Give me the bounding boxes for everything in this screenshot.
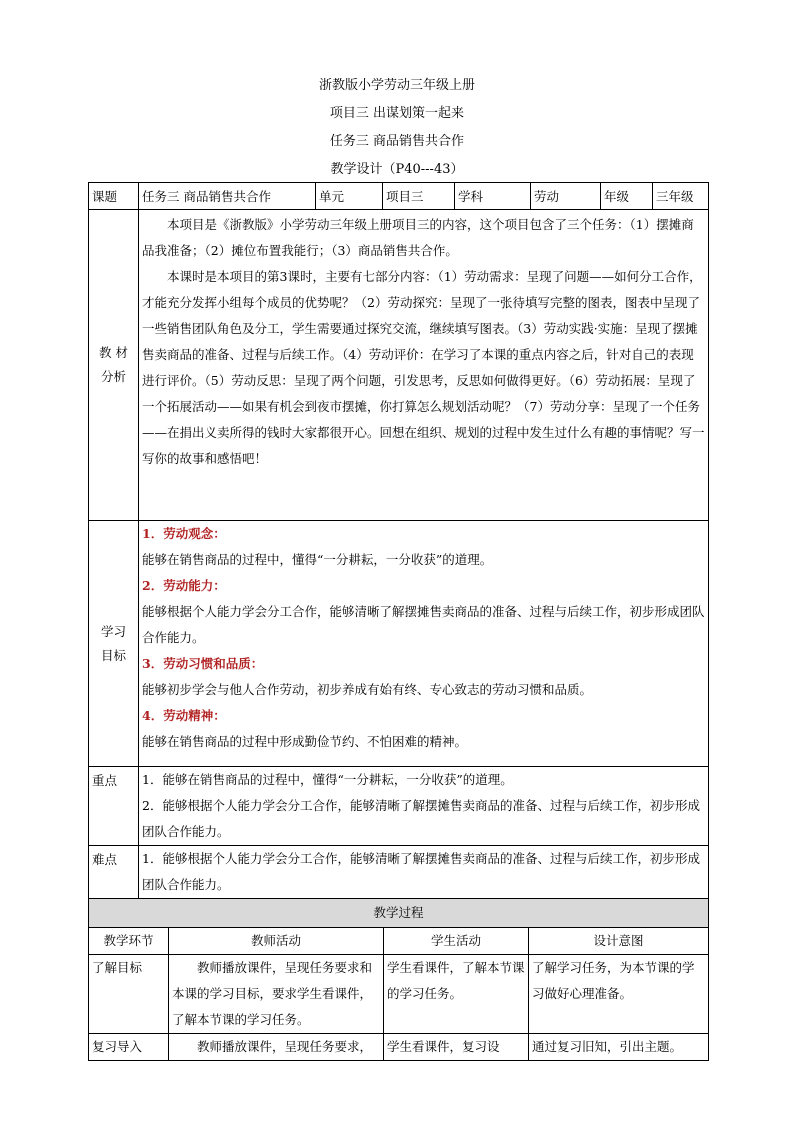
document-header (0, 72, 794, 184)
teacher-activity-cell: 教师播放课件，呈现任务要求和本课的学习目标，要求学生看课件，了解本节课的学习任务。 (169, 955, 384, 1034)
lesson-info-table (88, 182, 709, 899)
analysis-content (139, 210, 709, 521)
key-point-1: 1．能够在销售商品的过程中，懂得“一分耕耘，一分收获”的道理。 (142, 772, 513, 787)
process-title: 教学过程 (89, 899, 709, 928)
design-intent-cell: 通过复习旧知，引出主题。 (529, 1034, 709, 1061)
grade-label: 年级 (601, 183, 653, 210)
key-point-2: 2．能够根据个人能力学会分工合作，能够清晰了解摆摊售卖商品的准备、过程与后续工作，初步形成团队合作能力。 (142, 798, 700, 839)
process-row (89, 955, 709, 1034)
key-points-label: 重点 (89, 767, 139, 846)
process-row (89, 1034, 709, 1061)
project-title: 项目三 出谋划策一起来 (329, 106, 465, 121)
topic-value: 任务三 商品销售共合作 (139, 183, 316, 210)
design-intent-cell: 了解学习任务，为本节课的学习做好心理准备。 (529, 955, 709, 1034)
analysis-paragraph-1: 本项目是《浙教版》小学劳动三年级上册项目三的内容，这个项目包含了三个任务：（1）摆摊商品我准备；（2）摊位布置我能行；（3）商品销售共合作。 (142, 217, 694, 258)
topic-label: 课题 (89, 183, 139, 210)
subject-label: 学科 (455, 183, 531, 210)
teacher-activity-cell: 教师播放课件，呈现任务要求， (169, 1034, 384, 1061)
student-activity-cell: 学生看课件，复习设 (384, 1034, 529, 1061)
goal-heading-3: 3．劳动习惯和品质： (142, 656, 264, 671)
course-title: 浙教版小学劳动三年级上册 (318, 78, 475, 93)
design-title: 教学设计（P40---43） (330, 162, 464, 177)
analysis-paragraph-2: 本课时是本项目的第3课时，主要有七部分内容：（1）劳动需求：呈现了问题——如何分工合作，才能充分发挥小组每个成员的优势呢？（2）劳动探究：呈现了一张待填写完整的图表，图表中呈现了一些销售团队角色及分工，学生需要通过探究交流，继续填写图表。（3）劳动实践·实施：呈现了摆摊售卖商品的准备、过程与后续工作。（4）劳动评价：在学习了本课的重点内容之后，针对自己的表现进行评价。（5）劳动反思：呈现了两个问题，引发思考，反思如何做得更好。（6）劳动拓展：呈现了一个拓展活动——如果有机会到夜市摆摊，你打算怎么规划活动呢？（7）劳动分享：呈现了一个任务——在捐出义卖所得的钱时大家都很开心。回想在组织、规划的过程中发生过什么有趣的事情呢？写一写你的故事和感悟吧！ (142, 269, 705, 466)
info-row (89, 183, 709, 210)
analysis-row (89, 210, 709, 521)
unit-label: 单元 (316, 183, 383, 210)
goals-row (89, 521, 709, 767)
stage-cell: 了解目标 (89, 955, 169, 1034)
goals-content (139, 521, 709, 767)
subject-value: 劳动 (531, 183, 601, 210)
header-intent: 设计意图 (529, 928, 709, 955)
goal-heading-4: 4．劳动精神： (142, 708, 226, 723)
goal-text-2: 能够根据个人能力学会分工合作，能够清晰了解摆摊售卖商品的准备、过程与后续工作，初步形成团队合作能力。 (142, 604, 705, 645)
goal-text-1: 能够在销售商品的过程中，懂得“一分耕耘，一分收获”的道理。 (142, 552, 493, 567)
header-student: 学生活动 (384, 928, 529, 955)
analysis-label: 教 材 分析 (89, 210, 139, 521)
difficulty-1: 1．能够根据个人能力学会分工合作，能够清晰了解摆摊售卖商品的准备、过程与后续工作，初步形成团队合作能力。 (142, 851, 700, 892)
goal-heading-1: 1．劳动观念： (142, 526, 226, 541)
goal-text-4: 能够在销售商品的过程中形成勤俭节约、不怕困难的精神。 (142, 734, 468, 749)
goals-label: 学习 目标 (89, 521, 139, 767)
key-points-row (89, 767, 709, 846)
goal-heading-2: 2．劳动能力： (142, 578, 226, 593)
unit-value: 项目三 (383, 183, 455, 210)
student-activity-cell: 学生看课件，了解本节课的学习任务。 (384, 955, 529, 1034)
process-header-row (89, 928, 709, 955)
difficulties-row (89, 846, 709, 899)
teaching-process-table (88, 898, 709, 1061)
stage-cell: 复习导入 (89, 1034, 169, 1061)
task-title: 任务三 商品销售共合作 (329, 134, 465, 149)
header-teacher: 教师活动 (169, 928, 384, 955)
goal-text-3: 能够初步学会与他人合作劳动，初步养成有始有终、专心致志的劳动习惯和品质。 (142, 682, 593, 697)
grade-value: 三年级 (653, 183, 709, 210)
difficulties-content (139, 846, 709, 899)
header-stage: 教学环节 (89, 928, 169, 955)
difficulties-label: 难点 (89, 846, 139, 899)
key-points-content (139, 767, 709, 846)
